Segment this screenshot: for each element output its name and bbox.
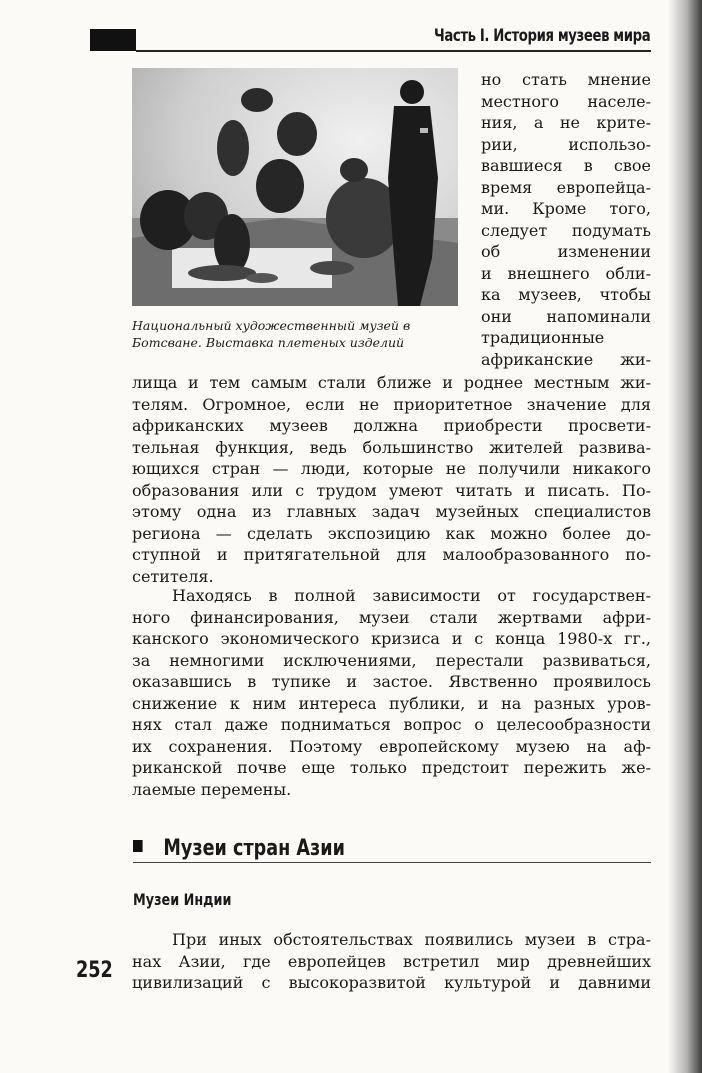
text-line: но стать мнение — [481, 70, 651, 89]
text-line: лаемые перемены. — [132, 779, 292, 799]
text-line: африканские жи- — [481, 349, 651, 369]
text-line: ного финансирования, музеи стали жертвами афри- — [132, 607, 651, 627]
text-line: региона — сделать экспозицию как можно более до- — [132, 523, 651, 543]
text-line: их сохранения. Поэтому европейскому музею на аф- — [132, 736, 651, 756]
text-line: цивилизаций с высокоразвитой культурой и давними — [132, 973, 651, 992]
text-line: нях стал даже подниматься вопрос о целесообразности — [132, 715, 651, 734]
header-rule — [136, 50, 651, 52]
text-line: лища и тем самым стали ближе и роднее местным жи- — [132, 373, 651, 392]
section-heading — [133, 836, 345, 861]
text-line: вавшиеся в свое — [481, 156, 651, 175]
page-number: 252 — [76, 958, 113, 983]
text-line: африканских музеев должна приобрести просвети- — [132, 416, 651, 435]
text-line: ка музеев, чтобы — [481, 285, 651, 304]
text-line: традиционные — [481, 328, 605, 347]
text-line: снижение к ним интереса публики, и на разных уров- — [132, 693, 651, 713]
text-line: и внешнего обли- — [481, 263, 651, 283]
text-line: образования или с трудом умеют читать и писать. По- — [132, 480, 651, 500]
running-head: Часть I. История музеев мира — [433, 26, 650, 46]
paragraph-3 — [132, 929, 651, 994]
text-line: этому одна из главных задач музейных специалистов — [132, 502, 651, 521]
section-title: Музеи стран Азии — [163, 836, 345, 861]
photo-caption — [132, 317, 458, 351]
caption-line: Ботсване. Выставка плетеных изделий — [132, 335, 405, 350]
text-line: ющихся стран — люди, которые не получили никакого — [132, 459, 651, 478]
subsection-heading: Музеи Индии — [133, 890, 232, 909]
text-line: время европейца- — [481, 177, 651, 197]
text-line: следует подумать — [481, 220, 651, 240]
text-line: ми. Кроме того, — [481, 199, 651, 218]
caption-line: Национальный художественный музей в — [132, 318, 411, 333]
text-line: риканской почве еще только предстоит пережить же- — [132, 758, 651, 777]
text-line: сетителя. — [132, 566, 214, 586]
museum-photo — [132, 68, 458, 306]
header-black-block — [90, 29, 136, 51]
page-edge-shadow — [668, 0, 702, 1073]
text-line: ступной и притягательной для малообразованного по- — [132, 545, 651, 564]
text-line: они напоминали — [481, 306, 651, 326]
heading-square-bullet — [133, 840, 143, 852]
paragraph-1 — [132, 372, 651, 587]
text-line: тельная функция, ведь большинство жителей развива- — [132, 437, 651, 457]
text-line: нах Азии, где европейцев встретил мир древнейших — [132, 951, 651, 971]
text-line: ния, а не крите- — [481, 113, 651, 132]
text-line: оказавшись в тупике и застое. Явственно проявилось — [132, 672, 651, 691]
text-line: канского экономического кризиса и с конца 1980-х гг., — [132, 629, 651, 648]
paragraph-2 — [132, 585, 651, 800]
right-column-text — [481, 69, 651, 370]
text-line: рии, использо- — [481, 134, 651, 154]
section-rule — [133, 862, 651, 863]
text-line: местного населе- — [481, 91, 651, 111]
text-line: телям. Огромное, если не приоритетное значение для — [132, 394, 651, 414]
text-line: об изменении — [481, 242, 651, 261]
text-line: за немногими исключениями, перестали развиваться, — [132, 650, 651, 670]
text-line: Находясь в полной зависимости от государствен- — [172, 586, 651, 605]
text-line: При иных обстоятельствах появились музеи в стра- — [172, 930, 651, 949]
